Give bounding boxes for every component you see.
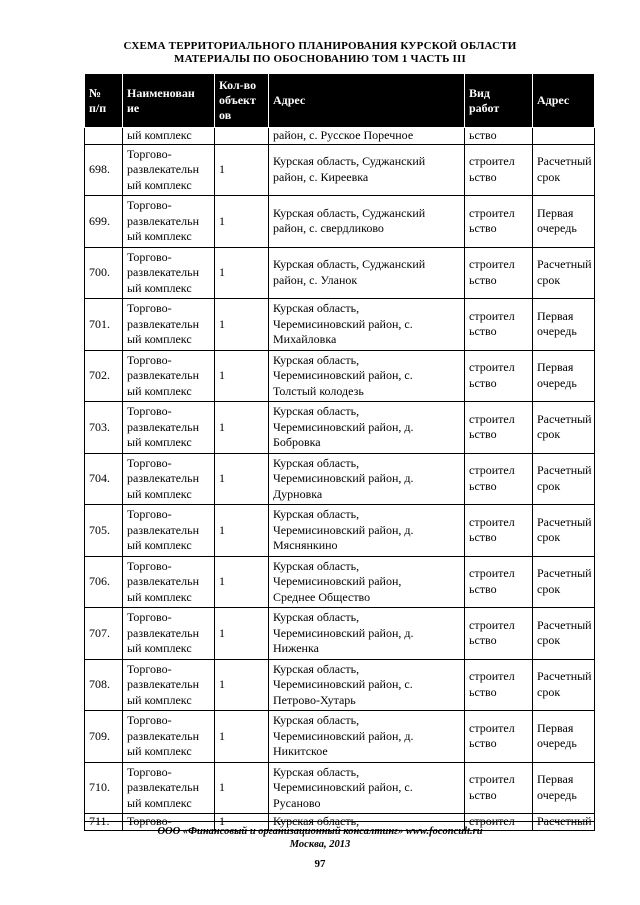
cell-name-line: Торгово- (127, 713, 172, 727)
cell-count: 1 (215, 247, 269, 299)
cell-work-type-line: ьство (469, 272, 497, 287)
cell-address-line: Курская область, (273, 301, 360, 315)
cell-term (533, 762, 595, 814)
table-row (85, 659, 595, 711)
col-header-count-l3: ов (219, 108, 232, 122)
cell-term-line: Расчетный (537, 257, 592, 272)
cell-name-line: ый комплекс (127, 229, 192, 243)
cell-address-line: Ниженка (273, 641, 319, 655)
table-row (85, 556, 595, 608)
cell-work-type-line: строител (469, 514, 515, 529)
cell-address-line: Курская область, (273, 352, 360, 367)
cell-name-line: Торгово- (127, 404, 172, 418)
cell-work-type-line: строител (469, 463, 515, 478)
col-header-work-type (465, 74, 533, 128)
cell-work-type-line: ьство (469, 427, 497, 442)
cell-term (533, 144, 595, 196)
cell-address-line: Черемисиновский район, д. (273, 522, 414, 537)
cell-term-line: срок (537, 478, 561, 493)
cell-name-line: Торгово- (127, 507, 172, 521)
cell-address-line: Курская область, (273, 404, 360, 418)
cell-work-type-line: ьство (469, 736, 497, 751)
cell-work-type-line: ьство (469, 787, 497, 802)
cell-count: 1 (215, 196, 269, 248)
cell-term-line: Расчетный (537, 669, 592, 684)
cell-term (533, 402, 595, 454)
cell-work-type-line: строител (469, 257, 515, 272)
cell-term-line: очередь (537, 324, 577, 339)
cell-name-line: ый комплекс (127, 589, 192, 604)
cell-term (533, 608, 595, 660)
cell-work-type (465, 556, 533, 608)
cell-work-type: ьство (465, 128, 533, 145)
cell-name-line: ый комплекс (127, 641, 192, 655)
cell-number: 705. (85, 505, 123, 557)
cell-name-line: развлекательн (127, 316, 200, 331)
cell-address-line: Курская область, Суджанский (273, 205, 426, 220)
cell-address-line: Курская область, (273, 558, 360, 573)
cell-work-type-line: ьство (469, 478, 497, 493)
cell-term (533, 711, 595, 763)
cell-work-type-line: строител (469, 617, 515, 632)
cell-term (533, 556, 595, 608)
cell-term (533, 453, 595, 505)
cell-name-line: Торгово- (127, 301, 172, 315)
col-header-name (123, 74, 215, 128)
cell-work-type-line: ьство (469, 169, 497, 184)
document-title: СХЕМА ТЕРРИТОРИАЛЬНОГО ПЛАНИРОВАНИЯ КУРСКОЙ ОБЛАСТИ (123, 40, 517, 52)
cell-name-line: развлекательн (127, 728, 200, 743)
cell-address (269, 247, 465, 299)
cell-address-line: район, с. Уланок (273, 272, 358, 287)
col-header-count-l1: Кол-во (219, 78, 257, 92)
cell-work-type-line: ьство (469, 324, 497, 339)
col-header-number-l2: п/п (89, 100, 107, 115)
cell-address-line: Черемисиновский район, д. (273, 471, 414, 485)
cell-term-line: Расчетный (537, 463, 592, 478)
cell-name-line: ый комплекс (127, 795, 192, 810)
cell-number (85, 128, 123, 145)
cell-address-line: Черемисиновский район, с. (273, 316, 413, 331)
col-header-work-type-l1: Вид (469, 85, 490, 100)
cell-name-line: Торгово- (127, 455, 172, 470)
cell-name-line: ый комплекс (127, 332, 192, 346)
cell-term (533, 247, 595, 299)
cell-term-line: срок (537, 427, 561, 442)
cell-name (123, 453, 215, 505)
cell-address-line: Никитское (273, 744, 328, 758)
cell-address (269, 762, 465, 814)
col-header-address-l1: Адрес (273, 93, 306, 107)
cell-count: 1 (215, 711, 269, 763)
col-header-address (269, 74, 465, 128)
table-header-row (85, 74, 595, 128)
cell-work-type (465, 144, 533, 196)
cell-address-line: район, с. Киреевка (273, 169, 369, 184)
cell-term-line: срок (537, 633, 561, 648)
objects-table (84, 73, 595, 831)
cell-address (269, 299, 465, 351)
cell-address-line: Черемисиновский район, д. (273, 625, 414, 640)
cell-work-type-line: ьство (469, 375, 497, 390)
cell-address-line: Курская область, (273, 764, 360, 779)
table-row (85, 299, 595, 351)
cell-name-line: развлекательн (127, 625, 200, 640)
col-header-count-l2: объект (219, 93, 256, 107)
col-header-name-l1: Наименован (127, 85, 195, 100)
cell-name (123, 196, 215, 248)
cell-name-line: ый комплекс (127, 744, 192, 758)
table-row (85, 144, 595, 196)
cell-address-line: Черемисиновский район, с. (273, 368, 413, 382)
cell-work-type-line: строител (469, 360, 515, 375)
cell-count: 1 (215, 814, 269, 831)
cell-name: Торгово- (123, 814, 215, 831)
cell-count (215, 128, 269, 145)
cell-term-line: очередь (537, 736, 577, 751)
cell-name-line: Торгово- (127, 198, 172, 212)
col-header-number-l1: № (89, 85, 102, 100)
cell-count: 1 (215, 762, 269, 814)
cell-term-line: Расчетный (537, 411, 592, 426)
cell-count: 1 (215, 453, 269, 505)
cell-address: Курская область, (269, 814, 465, 831)
cell-name-line: ый комплекс (127, 383, 192, 398)
cell-address (269, 711, 465, 763)
cell-work-type-line: строител (469, 720, 515, 735)
cell-name (123, 608, 215, 660)
cell-name-line: Торгово- (127, 661, 172, 676)
cell-address-line: Курская область, (273, 713, 360, 727)
cell-work-type-line: ьство (469, 221, 497, 236)
cell-name-line: развлекательн (127, 780, 200, 794)
cell-name-line: развлекательн (127, 522, 200, 537)
cell-count: 1 (215, 608, 269, 660)
cell-address (269, 608, 465, 660)
cell-term-line: срок (537, 169, 561, 184)
cell-term-line: Первая (537, 720, 574, 735)
cell-count: 1 (215, 144, 269, 196)
cell-address (269, 659, 465, 711)
cell-term (533, 350, 595, 402)
cell-name (123, 711, 215, 763)
cell-count: 1 (215, 659, 269, 711)
cell-count: 1 (215, 350, 269, 402)
cell-name (123, 144, 215, 196)
cell-work-type-line: ьство (469, 581, 497, 596)
col-header-name-l2: ие (127, 100, 140, 115)
cell-address (269, 556, 465, 608)
footer-city-year: Москва, 2013 (289, 839, 351, 850)
cell-name-line: Торгово- (127, 558, 172, 573)
cell-work-type: строител (465, 814, 533, 831)
cell-address: район, с. Русское Поречное (269, 128, 465, 145)
col-header-term-l1: Адрес (537, 93, 570, 107)
cell-term-line: Первая (537, 360, 574, 375)
cell-name (123, 762, 215, 814)
cell-number: 709. (85, 711, 123, 763)
cell-name-line: Торгово- (127, 764, 172, 779)
cell-number: 699. (85, 196, 123, 248)
cell-name-line: Торгово- (127, 249, 172, 264)
cell-address (269, 350, 465, 402)
cell-number: 710. (85, 762, 123, 814)
cell-name-line: развлекательн (127, 419, 200, 434)
cell-term-line: очередь (537, 221, 577, 236)
cell-work-type (465, 608, 533, 660)
cell-work-type (465, 762, 533, 814)
cell-name-line: развлекательн (127, 213, 200, 228)
cell-term-line: срок (537, 581, 561, 596)
table-row (85, 247, 595, 299)
cell-work-type-line: ьство (469, 684, 497, 699)
cell-name-line: Торгово- (127, 146, 172, 161)
cell-name (123, 556, 215, 608)
cell-name-line: развлекательн (127, 574, 200, 588)
cell-name-line: развлекательн (127, 368, 200, 382)
col-header-number (85, 74, 123, 128)
cell-name (123, 299, 215, 351)
cell-work-type (465, 247, 533, 299)
cell-number: 700. (85, 247, 123, 299)
table-row (85, 196, 595, 248)
cell-count: 1 (215, 299, 269, 351)
cell-name (123, 659, 215, 711)
table-row (85, 505, 595, 557)
cell-work-type-line: ьство (469, 633, 497, 648)
cell-work-type-line: строител (469, 669, 515, 684)
cell-name-line: Торгово- (127, 610, 172, 624)
cell-address-line: Михайловка (273, 332, 337, 346)
cell-work-type (465, 350, 533, 402)
cell-address-line: Черемисиновский район, с. (273, 780, 413, 794)
cell-name-line: развлекательн (127, 677, 200, 691)
cell-work-type (465, 505, 533, 557)
cell-number: 703. (85, 402, 123, 454)
footer-divider (84, 821, 594, 822)
cell-number: 707. (85, 608, 123, 660)
cell-work-type (465, 196, 533, 248)
cell-number: 708. (85, 659, 123, 711)
cell-address-line: Мяснянкино (273, 538, 338, 552)
cell-address-line: Толстый колодезь (273, 383, 364, 398)
cell-name-line: ый комплекс (127, 280, 192, 295)
cell-number: 698. (85, 144, 123, 196)
cell-address-line: Черемисиновский район, д. (273, 419, 414, 434)
cell-count: 1 (215, 402, 269, 454)
cell-term-line: срок (537, 272, 561, 287)
cell-work-type-line: строител (469, 154, 515, 169)
cell-work-type (465, 299, 533, 351)
cell-term-line: очередь (537, 375, 577, 390)
cell-address (269, 196, 465, 248)
cell-name-line: ый комплекс (127, 435, 192, 449)
cell-address-line: Черемисиновский район, д. (273, 728, 414, 743)
cell-address-line: Курская область, (273, 610, 360, 624)
col-header-term (533, 74, 595, 128)
cell-address-line: Петрово-Хутарь (273, 692, 356, 707)
col-header-count (215, 74, 269, 128)
cell-term (533, 196, 595, 248)
cell-name-line: развлекательн (127, 471, 200, 485)
cell-name-line: ый комплекс (127, 692, 192, 707)
table-row (85, 711, 595, 763)
cell-name-line: развлекательн (127, 265, 200, 279)
cell-number: 704. (85, 453, 123, 505)
cell-name-line: Торгово- (127, 352, 172, 367)
cell-name (123, 402, 215, 454)
table-row (85, 453, 595, 505)
cell-address-line: Русаново (273, 795, 321, 810)
cell-term-line: срок (537, 684, 561, 699)
cell-name: ый комплекс (123, 128, 215, 145)
cell-name-line: ый комплекс (127, 538, 192, 552)
cell-address-line: Бобровка (273, 435, 321, 449)
cell-name-line: ый комплекс (127, 177, 192, 192)
cell-term (533, 659, 595, 711)
cell-address-line: Среднее Общество (273, 589, 371, 604)
cell-term-line: Первая (537, 308, 574, 323)
cell-term-line: Первая (537, 772, 574, 787)
cell-address (269, 144, 465, 196)
cell-number: 702. (85, 350, 123, 402)
cell-address (269, 402, 465, 454)
cell-work-type-line: ьство (469, 530, 497, 545)
cell-work-type-line: строител (469, 772, 515, 787)
cell-address-line: Черемисиновский район, с. (273, 677, 413, 691)
cell-name (123, 505, 215, 557)
cell-term (533, 299, 595, 351)
cell-term-line: очередь (537, 787, 577, 802)
cell-name (123, 350, 215, 402)
cell-term-line: Первая (537, 205, 574, 220)
cell-term-line: Расчетный (537, 154, 592, 169)
cell-address-line: Курская область, (273, 507, 360, 521)
document-subtitle: МАТЕРИАЛЫ ПО ОБОСНОВАНИЮ ТОМ 1 ЧАСТЬ III (174, 53, 466, 65)
cell-work-type (465, 711, 533, 763)
cell-address-line: Курская область, Суджанский (273, 154, 426, 169)
cell-term-line: срок (537, 530, 561, 545)
cell-term-line: Расчетный (537, 566, 592, 581)
cell-name-line: развлекательн (127, 162, 200, 176)
cell-work-type-line: строител (469, 411, 515, 426)
table-row (85, 762, 595, 814)
cell-address-line: Курская область, (273, 455, 360, 470)
cell-term (533, 505, 595, 557)
cell-number: 706. (85, 556, 123, 608)
cell-work-type-line: строител (469, 566, 515, 581)
cell-address-line: Курская область, Суджанский (273, 257, 426, 272)
cell-name (123, 247, 215, 299)
table-row-continuation (85, 128, 595, 145)
table-row (85, 402, 595, 454)
cell-address-line: Дурновка (273, 486, 323, 501)
cell-count: 1 (215, 505, 269, 557)
cell-address-line: Курская область, (273, 661, 360, 676)
col-header-work-type-l2: работ (469, 100, 500, 115)
footer-company: ООО «Финансовый и организационный консалтинг» www.foconcult.ru (157, 826, 483, 837)
cell-work-type-line: строител (469, 308, 515, 323)
cell-address-line: район, с. свердликово (273, 221, 384, 236)
cell-number: 701. (85, 299, 123, 351)
cell-address-line: Черемисиновский район, (273, 574, 402, 588)
cell-address (269, 453, 465, 505)
cell-work-type (465, 402, 533, 454)
cell-work-type-line: строител (469, 205, 515, 220)
cell-term-line: Расчетный (537, 617, 592, 632)
cell-number: 711. (85, 814, 123, 831)
cell-work-type (465, 659, 533, 711)
cell-name-line: ый комплекс (127, 486, 192, 501)
cell-count: 1 (215, 556, 269, 608)
table-row (85, 608, 595, 660)
cell-term-line: Расчетный (537, 514, 592, 529)
page-number: 97 (314, 858, 326, 870)
cell-term: Расчетный (533, 814, 595, 831)
cell-address (269, 505, 465, 557)
cell-term (533, 128, 595, 145)
table-row (85, 350, 595, 402)
cell-work-type (465, 453, 533, 505)
